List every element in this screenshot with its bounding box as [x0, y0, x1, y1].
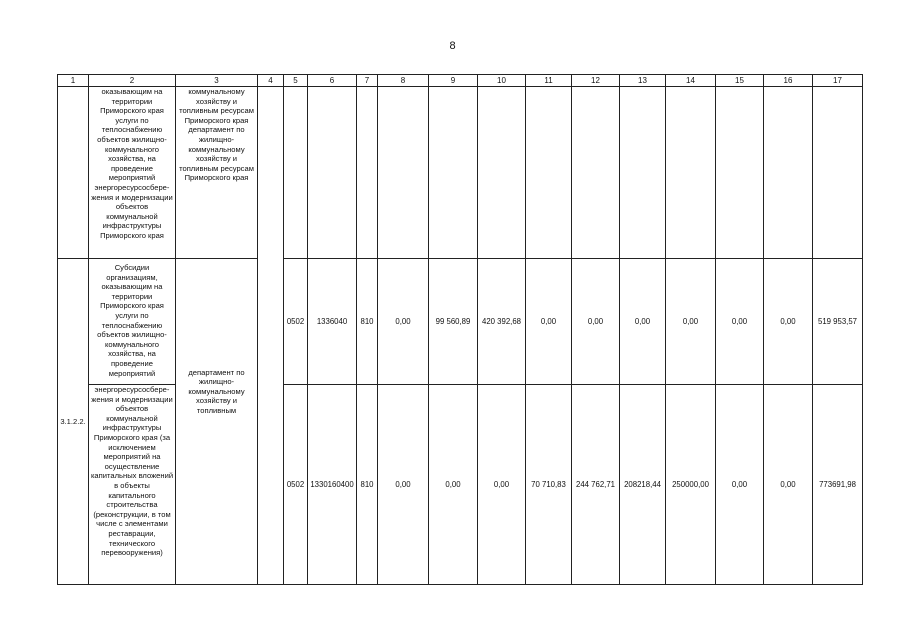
- col-header-9: 9: [429, 75, 478, 87]
- cell-c13: 0,00: [620, 259, 666, 385]
- cell-c6: 1336040: [308, 259, 357, 385]
- cell-c17: 519 953,57: [813, 259, 863, 385]
- cell-c8: 0,00: [378, 385, 429, 585]
- col-header-10: 10: [478, 75, 526, 87]
- item-responsible: департамент по жилищно-коммунальному хозяйству и топливным: [176, 259, 258, 585]
- cell-c7: 810: [357, 259, 378, 385]
- budget-table: [57, 74, 863, 585]
- cell-c14: 0,00: [666, 259, 716, 385]
- cell-c6: 1330160400: [308, 385, 357, 585]
- cell-c12: 244 762,71: [572, 385, 620, 585]
- col4-empty: [258, 87, 284, 585]
- col-header-6: 6: [308, 75, 357, 87]
- column-header-row: [58, 75, 863, 87]
- col-header-3: 3: [176, 75, 258, 87]
- col-header-8: 8: [378, 75, 429, 87]
- cell-c8: 0,00: [378, 259, 429, 385]
- cell-c15: 0,00: [716, 259, 764, 385]
- col-header-5: 5: [284, 75, 308, 87]
- item-description-part1: Субсидии организациям, оказывающим на территории Приморского края услуги по теплоснабжению объектов жилищно-коммунального хозяйства, на проведение мероприятий: [89, 259, 176, 385]
- cell-c13: 208218,44: [620, 385, 666, 585]
- cell-c16: 0,00: [764, 259, 813, 385]
- col-header-16: 16: [764, 75, 813, 87]
- continued-code: [58, 87, 89, 259]
- cell-c12: 0,00: [572, 259, 620, 385]
- cell-c9: 0,00: [429, 385, 478, 585]
- cell-c16: 0,00: [764, 385, 813, 585]
- cell-c5: 0502: [284, 385, 308, 585]
- col-header-11: 11: [526, 75, 572, 87]
- cell-c15: 0,00: [716, 385, 764, 585]
- continued-description: оказывающим на территории Приморского края услуги по теплоснабжению объектов жилищно-коммунального хозяйства, на проведение мероприятий энергоресурсосбере-жения и модернизации объектов коммунальной инфраструктуры Приморского края: [89, 87, 176, 259]
- col-header-14: 14: [666, 75, 716, 87]
- cell-c14: 250000,00: [666, 385, 716, 585]
- col-header-13: 13: [620, 75, 666, 87]
- continuation-row: [58, 87, 863, 259]
- col-header-17: 17: [813, 75, 863, 87]
- table-row: [58, 259, 863, 385]
- cell-c17: 773691,98: [813, 385, 863, 585]
- item-description-part2: энергоресурсосбере-жения и модернизации объектов коммунальной инфраструктуры Приморского края (за исключением мероприятий на осуществление капитальных вложений в объекты капитального строительства (реконструкции, в том числе с элементами реставрации, технического перевооружения): [89, 385, 176, 585]
- cell-c10: 420 392,68: [478, 259, 526, 385]
- col-header-4: 4: [258, 75, 284, 87]
- page-number: 8: [449, 40, 456, 52]
- col-header-2: 2: [89, 75, 176, 87]
- cell-c10: 0,00: [478, 385, 526, 585]
- continued-responsible: коммунальному хозяйству и топливным ресурсам Приморского края департамент по жилищно-коммунальному хозяйству и топливным ресурсам Приморского края: [176, 87, 258, 259]
- cell-c5: 0502: [284, 259, 308, 385]
- col-header-15: 15: [716, 75, 764, 87]
- cell-c11: 0,00: [526, 259, 572, 385]
- item-code: 3.1.2.2.: [58, 259, 89, 585]
- cell-c11: 70 710,83: [526, 385, 572, 585]
- cell-c7: 810: [357, 385, 378, 585]
- col-header-1: 1: [58, 75, 89, 87]
- cell-c9: 99 560,89: [429, 259, 478, 385]
- col-header-12: 12: [572, 75, 620, 87]
- col-header-7: 7: [357, 75, 378, 87]
